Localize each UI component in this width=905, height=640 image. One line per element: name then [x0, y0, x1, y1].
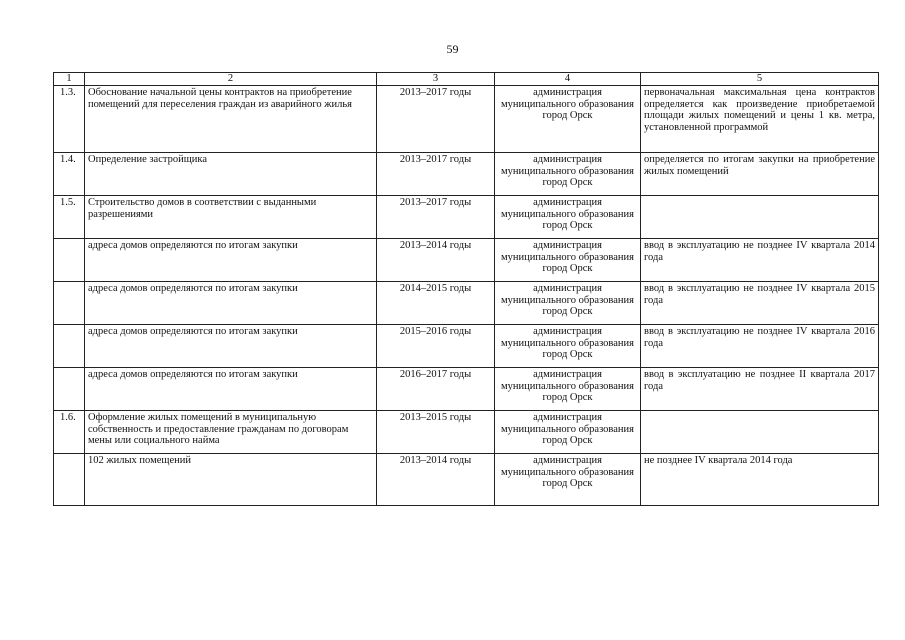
- row-result: ввод в эксплуатацию не позднее IV квартала 2016 года: [641, 325, 879, 368]
- table-row: [54, 86, 879, 153]
- row-number: [54, 282, 85, 325]
- row-executor: администрация муниципального образования город Орск: [495, 196, 641, 239]
- table-header-row: [54, 73, 879, 86]
- row-number: 1.5.: [54, 196, 85, 239]
- row-description: Строительство домов в соответствии с выданными разрешениями: [85, 196, 377, 239]
- table-row: [54, 325, 879, 368]
- row-result: не позднее IV квартала 2014 года: [641, 454, 879, 506]
- row-number: [54, 325, 85, 368]
- row-result: ввод в эксплуатацию не позднее IV квартала 2015 года: [641, 282, 879, 325]
- table-row: [54, 153, 879, 196]
- header-col-1: 1: [54, 73, 85, 86]
- row-result: определяется по итогам закупки на приобретение жилых помещений: [641, 153, 879, 196]
- table-row: [54, 282, 879, 325]
- row-period: 2013–2014 годы: [377, 239, 495, 282]
- row-description: адреса домов определяются по итогам закупки: [85, 368, 377, 411]
- table-row: [54, 196, 879, 239]
- row-executor: администрация муниципального образования город Орск: [495, 411, 641, 454]
- row-number: 1.3.: [54, 86, 85, 153]
- row-number: [54, 239, 85, 282]
- row-number: 1.4.: [54, 153, 85, 196]
- row-period: 2016–2017 годы: [377, 368, 495, 411]
- table-row: [54, 239, 879, 282]
- row-executor: администрация муниципального образования город Орск: [495, 86, 641, 153]
- row-number: [54, 368, 85, 411]
- row-number: [54, 454, 85, 506]
- row-description: адреса домов определяются по итогам закупки: [85, 239, 377, 282]
- header-col-4: 4: [495, 73, 641, 86]
- row-period: 2013–2017 годы: [377, 153, 495, 196]
- row-description: адреса домов определяются по итогам закупки: [85, 282, 377, 325]
- row-description: адреса домов определяются по итогам закупки: [85, 325, 377, 368]
- header-col-3: 3: [377, 73, 495, 86]
- table-row: [54, 411, 879, 454]
- row-executor: администрация муниципального образования город Орск: [495, 239, 641, 282]
- row-number: 1.6.: [54, 411, 85, 454]
- table-row: [54, 368, 879, 411]
- row-executor: администрация муниципального образования город Орск: [495, 368, 641, 411]
- header-col-2: 2: [85, 73, 377, 86]
- row-executor: администрация муниципального образования город Орск: [495, 454, 641, 506]
- row-description: 102 жилых помещений: [85, 454, 377, 506]
- table-row: [54, 454, 879, 506]
- row-executor: администрация муниципального образования город Орск: [495, 153, 641, 196]
- row-result: первоначальная максимальная цена контрактов определяется как произведение приобретаемой площади жилых помещений и цены 1 кв. метра, установленной программой: [641, 86, 879, 153]
- row-period: 2014–2015 годы: [377, 282, 495, 325]
- row-period: 2013–2017 годы: [377, 86, 495, 153]
- row-period: 2013–2014 годы: [377, 454, 495, 506]
- row-description: Определение застройщика: [85, 153, 377, 196]
- row-result: ввод в эксплуатацию не позднее II квартала 2017 года: [641, 368, 879, 411]
- page-number: 59: [446, 42, 459, 56]
- row-result: [641, 196, 879, 239]
- row-period: 2013–2017 годы: [377, 196, 495, 239]
- row-executor: администрация муниципального образования город Орск: [495, 282, 641, 325]
- row-executor: администрация муниципального образования город Орск: [495, 325, 641, 368]
- row-description: Оформление жилых помещений в муниципальную собственность и предоставление гражданам по договорам мены или социального найма: [85, 411, 377, 454]
- row-result: ввод в эксплуатацию не позднее IV квартала 2014 года: [641, 239, 879, 282]
- row-period: 2013–2015 годы: [377, 411, 495, 454]
- measures-table: [53, 72, 879, 506]
- row-description: Обоснование начальной цены контрактов на приобретение помещений для переселения граждан из аварийного жилья: [85, 86, 377, 153]
- row-result: [641, 411, 879, 454]
- header-col-5: 5: [641, 73, 879, 86]
- row-period: 2015–2016 годы: [377, 325, 495, 368]
